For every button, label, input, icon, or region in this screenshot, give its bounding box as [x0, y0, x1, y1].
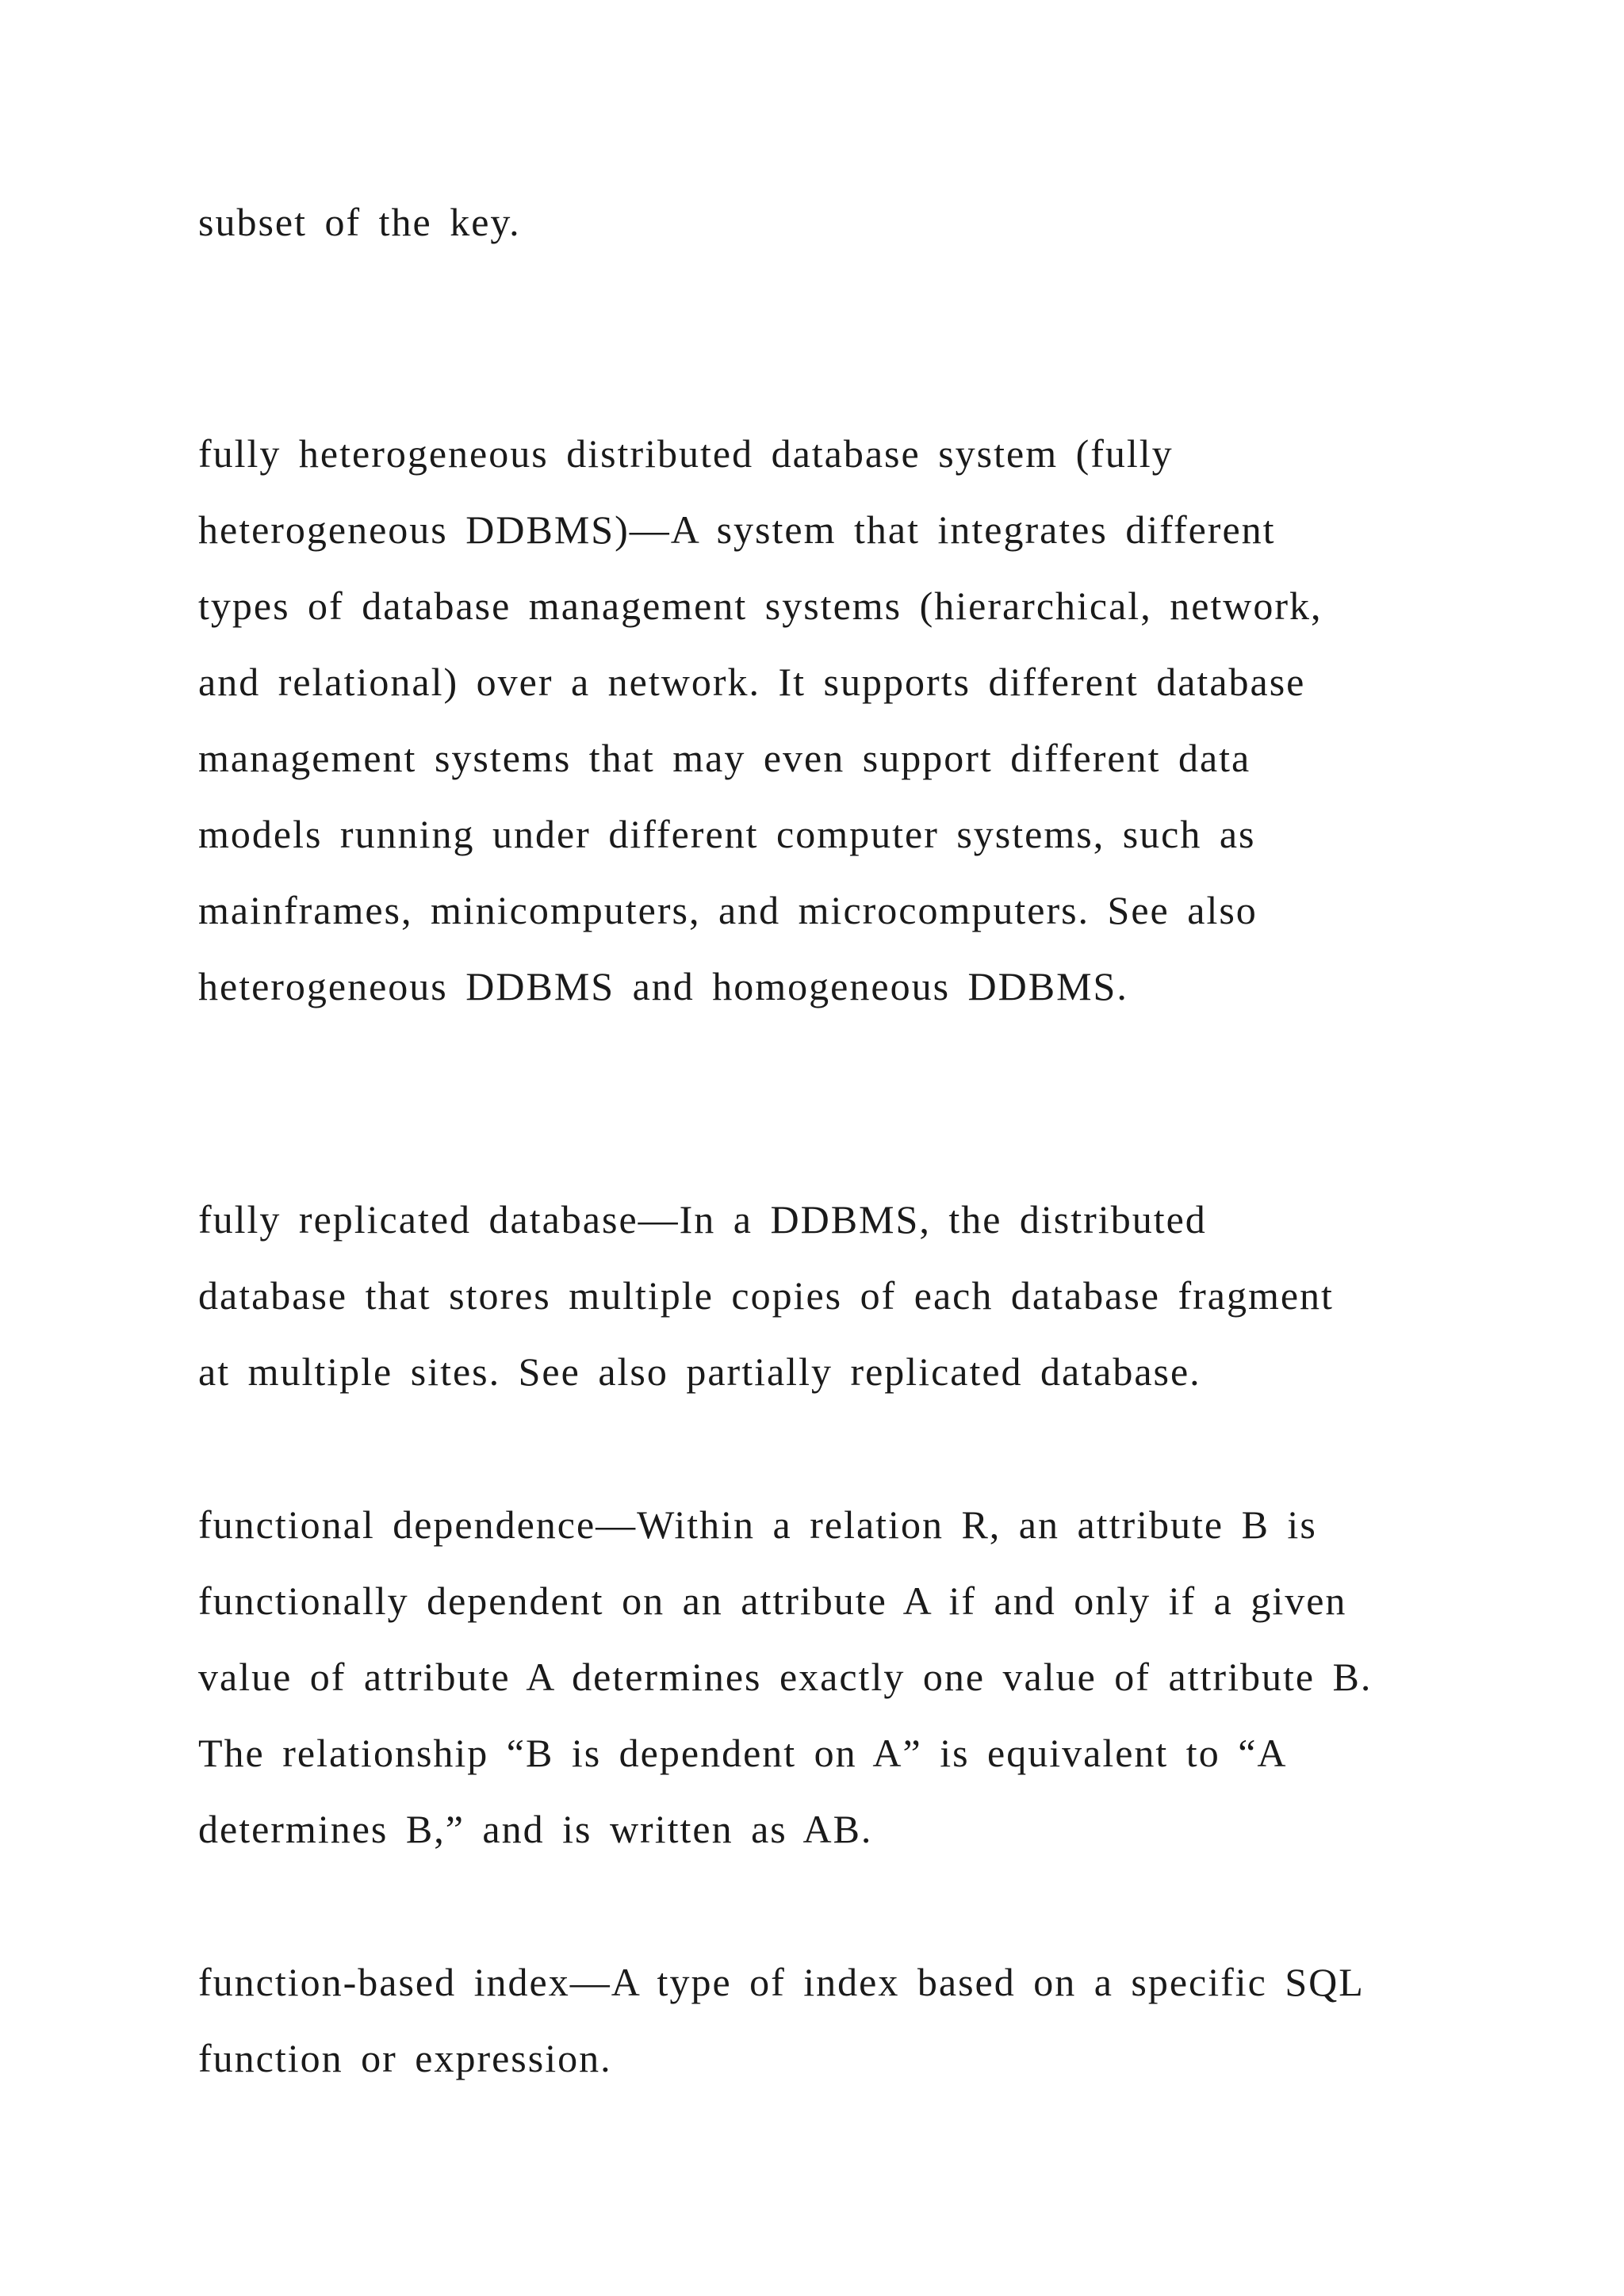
entry-functional-dependence-line-1: functional dependence—Within a relation R, an attribute B is	[198, 1502, 1317, 1547]
entry-function-based-index-line-1: function-based index—A type of index based on a specific SQL	[198, 1960, 1365, 2004]
entry-fully-heterogeneous-line-5: management systems that may even support different data	[198, 736, 1251, 780]
entry-functional-dependence-line-4: The relationship “B is dependent on A” is equivalent to “A	[198, 1731, 1288, 1775]
entry-fully-heterogeneous-line-8: heterogeneous DDBMS and homogeneous DDBMS.	[198, 964, 1128, 1008]
entry-fully-replicated-line-3: at multiple sites. See also partially replicated database.	[198, 1349, 1201, 1394]
entry-fully-heterogeneous-line-1: fully heterogeneous distributed database system (fully	[198, 431, 1174, 476]
entry-fully-heterogeneous-line-4: and relational) over a network. It supports different database	[198, 660, 1306, 704]
entry-functional-dependence-line-2: functionally dependent on an attribute A if and only if a given	[198, 1578, 1347, 1623]
fragment-line-1: subset of the key.	[198, 200, 521, 244]
entry-fully-heterogeneous-line-3: types of database management systems (hierarchical, network,	[198, 584, 1323, 628]
entry-functional-dependence-line-5: determines B,” and is written as AB.	[198, 1807, 873, 1851]
entry-functional-dependence-line-3: value of attribute A determines exactly one value of attribute B.	[198, 1655, 1373, 1699]
entry-fully-replicated-line-1: fully replicated database—In a DDBMS, the distributed	[198, 1197, 1207, 1242]
entry-function-based-index-line-2: function or expression.	[198, 2036, 612, 2080]
entry-fully-heterogeneous-line-6: models running under different computer systems, such as	[198, 812, 1256, 856]
entry-fully-heterogeneous-line-7: mainframes, minicomputers, and microcomputers. See also	[198, 888, 1258, 932]
entry-fully-replicated-line-2: database that stores multiple copies of each database fragment	[198, 1273, 1334, 1318]
entry-fully-heterogeneous-line-2: heterogeneous DDBMS)—A system that integrates different	[198, 507, 1276, 552]
